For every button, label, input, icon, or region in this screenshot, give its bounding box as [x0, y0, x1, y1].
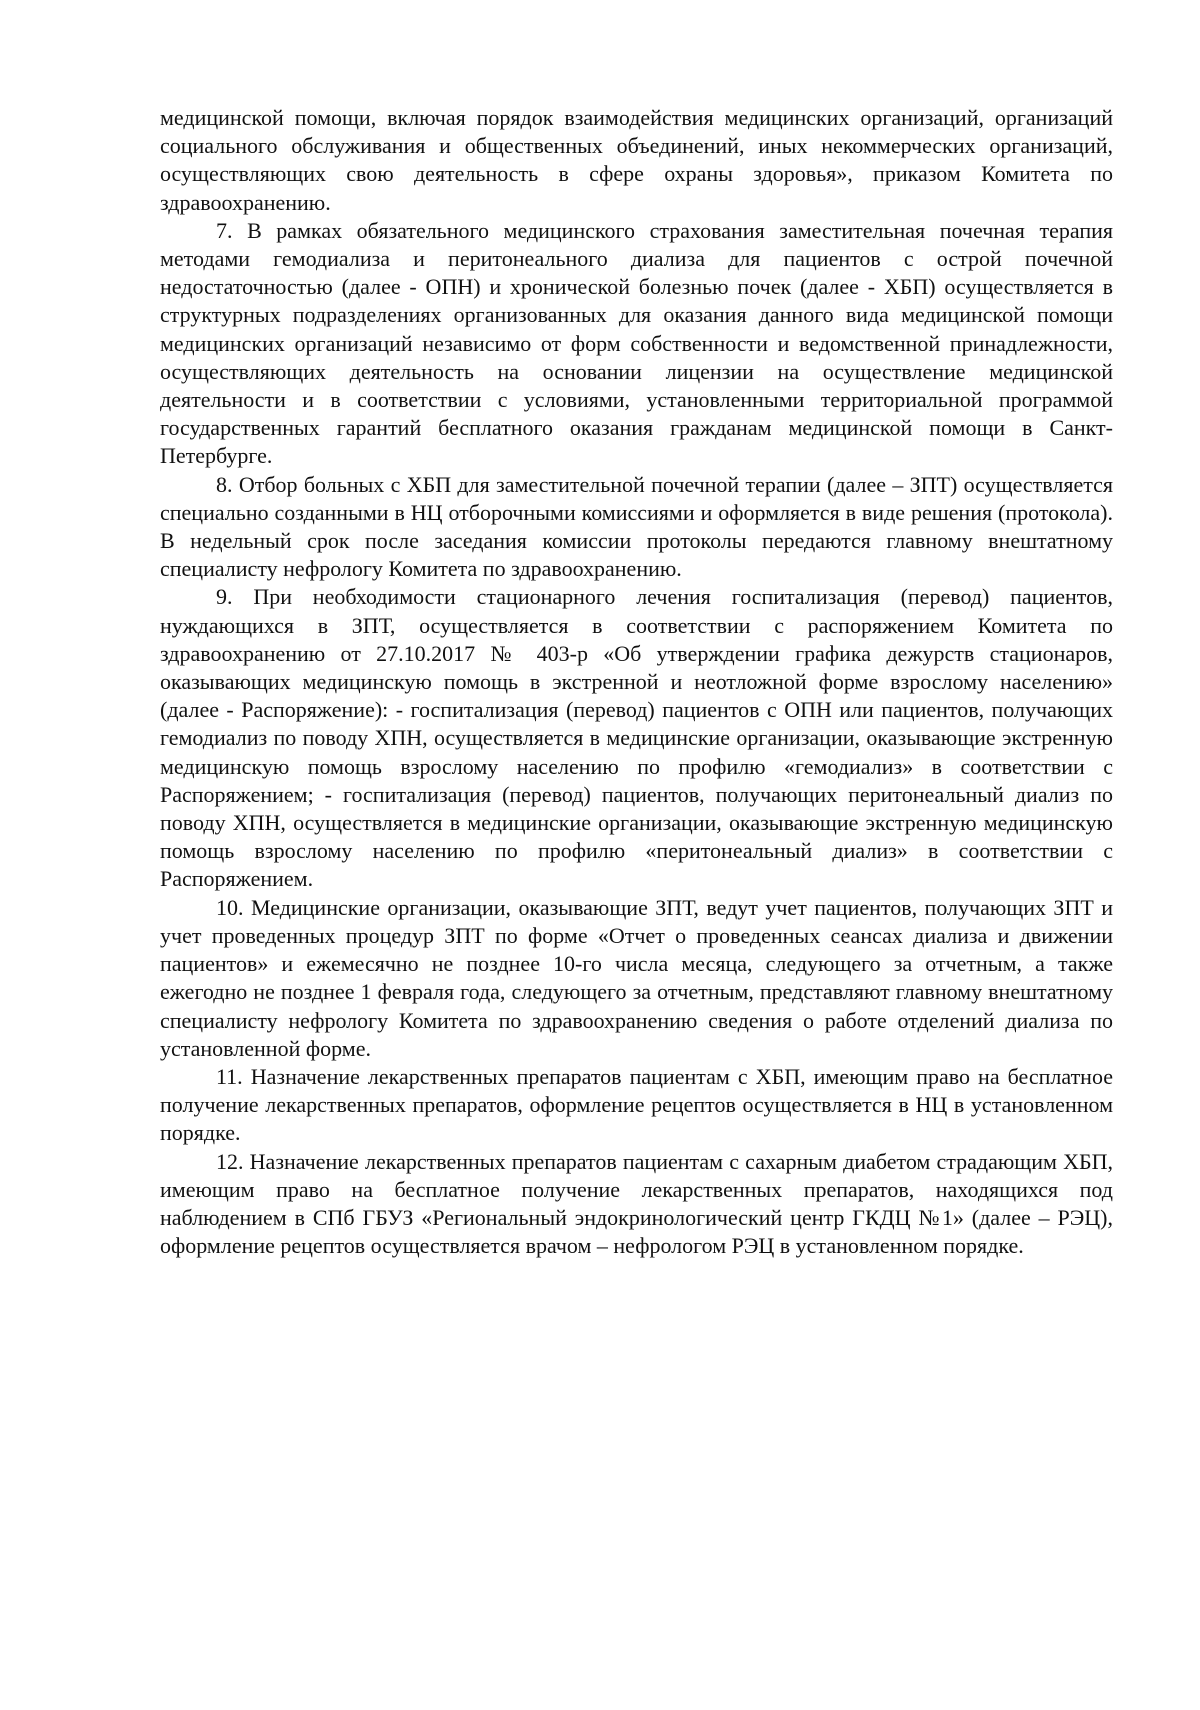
paragraph-item-8: 8. Отбор больных с ХБП для заместительной почечной терапии (далее – ЗПТ) осуществляется специально созданными в НЦ отборочными комиссиями и оформляется в виде решения (протокола). В недельный срок после заседания комиссии протоколы передаются главному внештатному специалисту нефрологу Комитета по здравоохранению. — [160, 471, 1113, 582]
paragraph-item-11: 11. Назначение лекарственных препаратов пациентам с ХБП, имеющим право на бесплатное получение лекарственных препаратов, оформление рецептов осуществляется в НЦ в установленном порядке. — [160, 1063, 1113, 1146]
paragraph-item-10: 10. Медицинские организации, оказывающие ЗПТ, ведут учет пациентов, получающих ЗПТ и учет проведенных процедур ЗПТ по форме «Отчет о проведенных сеансах диализа и движении пациентов» и ежемесячно не позднее 10-го числа месяца, следующего за отчетным, а также ежегодно не позднее 1 февраля года, следующего за отчетным, представляют главному внештатному специалисту нефрологу Комитета по здравоохранению сведения о работе отделений диализа по установленной форме. — [160, 894, 1113, 1061]
paragraph-item-7: 7. В рамках обязательного медицинского страхования заместительная почечная терапия методами гемодиализа и перитонеального диализа для пациентов с острой почечной недостаточностью (далее - ОПН) и хронической болезнью почек (далее - ХБП) осуществляется в структурных подразделениях организованных для оказания данного вида медицинской помощи медицинских организаций независимо от форм собственности и ведомственной принадлежности, осуществляющих деятельность на основании лицензии на осуществление медицинской деятельности и в соответствии с условиями, установленными территориальной программой государственных гарантий бесплатного оказания гражданам медицинской помощи в Санкт-Петербурге. — [160, 217, 1113, 469]
paragraph-continuation: медицинской помощи, включая порядок взаимодействия медицинских организаций, организаций социального обслуживания и общественных объединений, иных некоммерческих организаций, осуществляющих свою деятельность в сфере охраны здоровья», приказом Комитета по здравоохранению. — [160, 105, 1113, 215]
paragraph-item-12: 12. Назначение лекарственных препаратов пациентам с сахарным диабетом страдающим ХБП, имеющим право на бесплатное получение лекарственных препаратов, находящихся под наблюдением в СПб ГБУЗ «Региональный эндокринологический центр ГКДЦ №1» (далее – РЭЦ), оформление рецептов осуществляется врачом – нефрологом РЭЦ в установленном порядке. — [160, 1148, 1113, 1259]
paragraph-item-9: 9. При необходимости стационарного лечения госпитализация (перевод) пациентов, нуждающихся в ЗПТ, осуществляется в соответствии с распоряжением Комитета по здравоохранению от 27.10.2017 № 403-р «Об утверждении графика дежурств стационаров, оказывающих медицинскую помощь в экстренной и неотложной форме взрослому населению» (далее - Распоряжение): - госпитализация (перевод) пациентов с ОПН или пациентов, получающих гемодиализ по поводу ХПН, осуществляется в медицинские организации, оказывающие экстренную медицинскую помощь взрослому населению по профилю «гемодиализ» в соответствии с Распоряжением; - госпитализация (перевод) пациентов, получающих перитонеальный диализ по поводу ХПН, осуществляется в медицинские организации, оказывающие экстренную медицинскую помощь взрослому населению по профилю «перитонеальный диализ» в соответствии с Распоряжением. — [160, 584, 1113, 892]
document-body — [160, 104, 1113, 1260]
